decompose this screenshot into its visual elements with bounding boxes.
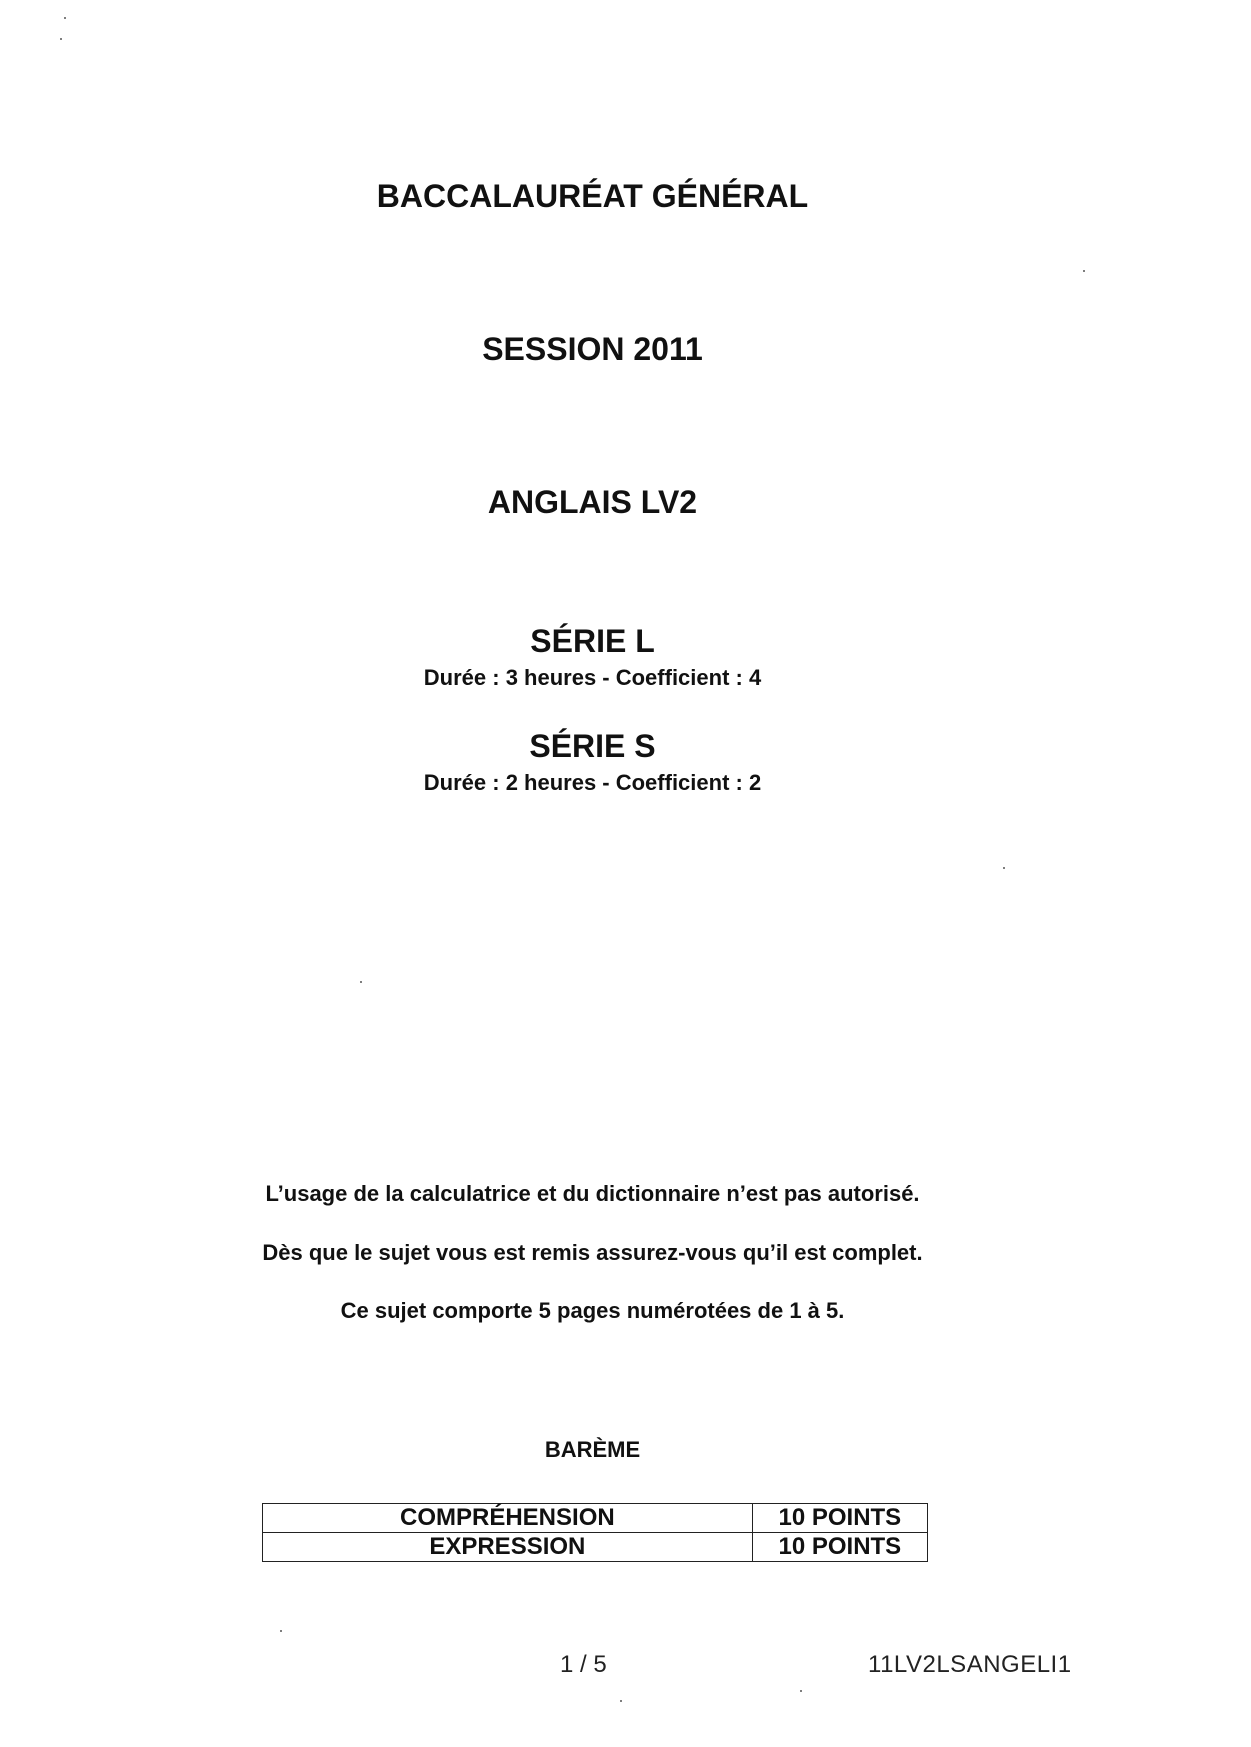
serie-l-details: Durée : 3 heures - Coefficient : 4 (423, 665, 762, 690)
scan-speck (620, 1700, 622, 1702)
scan-speck (360, 981, 362, 983)
exam-title: BACCALAURÉAT GÉNÉRAL (376, 178, 809, 214)
scan-speck (800, 1690, 802, 1692)
serie-s-title: SÉRIE S (529, 728, 656, 764)
bareme-table (262, 1503, 928, 1562)
table-row (263, 1504, 928, 1533)
instruction-pages: Ce sujet comporte 5 pages numérotées de 1 à 5. (340, 1298, 845, 1323)
subject-name: ANGLAIS LV2 (487, 484, 698, 520)
scan-speck (280, 1630, 282, 1632)
scan-speck (1083, 270, 1085, 272)
session-year: SESSION 2011 (482, 331, 703, 367)
scan-speck (60, 38, 62, 40)
serie-l-title: SÉRIE L (530, 623, 655, 659)
bareme-section: COMPRÉHENSION (263, 1504, 753, 1533)
instruction-calculator: L’usage de la calculatrice et du dictionnaire n’est pas autorisé. (265, 1181, 920, 1206)
table-row (263, 1533, 928, 1562)
bareme-points: 10 POINTS (752, 1533, 927, 1562)
instruction-complete: Dès que le sujet vous est remis assurez-vous qu’il est complet. (262, 1240, 923, 1265)
scan-speck (64, 17, 66, 19)
serie-s-details: Durée : 2 heures - Coefficient : 2 (423, 770, 762, 795)
page-number: 1 / 5 (560, 1651, 607, 1678)
bareme-points: 10 POINTS (752, 1504, 927, 1533)
scan-speck (1003, 867, 1005, 869)
bareme-section: EXPRESSION (263, 1533, 753, 1562)
bareme-title: BARÈME (544, 1437, 641, 1462)
document-code: 11LV2LSANGELI1 (868, 1651, 1072, 1678)
